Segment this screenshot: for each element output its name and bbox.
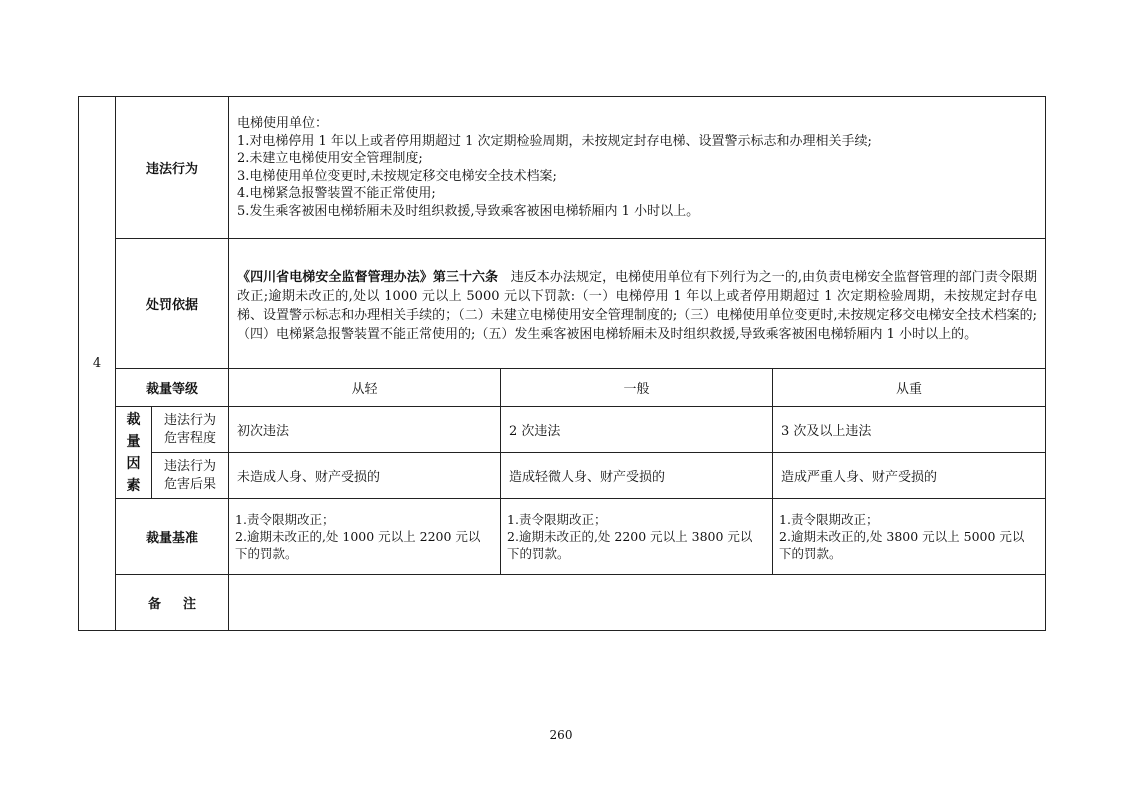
consequence-general: 造成轻微人身、财产受损的 xyxy=(501,453,773,499)
consequence-label-line: 违法行为 xyxy=(164,458,217,474)
factor-char: 量 xyxy=(126,433,141,450)
severity-label-line: 危害程度 xyxy=(164,430,217,446)
violation-line: 电梯使用单位： xyxy=(237,116,329,131)
standard-line: 2.逾期未改正的,处 1000 元以上 2200 元以 xyxy=(235,529,481,544)
severity-severe: 3 次及以上违法 xyxy=(773,407,1046,453)
factor-char: 裁 xyxy=(126,411,141,428)
violation-line: 1.对电梯停用 1 年以上或者停用期超过 1 次定期检验周期，未按规定封存电梯、设置警示标志和办理相关手续; xyxy=(237,133,872,149)
standard-line: 下的罚款。 xyxy=(235,546,298,561)
level-lenient: 从轻 xyxy=(229,369,501,407)
standard-line: 1.责令限期改正； xyxy=(235,512,335,527)
violation-line: 2.未建立电梯使用安全管理制度; xyxy=(237,151,423,166)
level-general: 一般 xyxy=(501,369,773,407)
penalty-basis-title: 《四川省电梯安全监督管理办法》第三十六条 xyxy=(237,269,499,285)
remarks-content xyxy=(229,575,1046,631)
discretion-standard-table xyxy=(78,96,1046,631)
violation-label: 违法行为 xyxy=(116,97,229,239)
severity-lenient: 初次违法 xyxy=(229,407,501,453)
standard-severe xyxy=(773,499,1046,575)
remarks-label: 备注 xyxy=(116,575,229,631)
violation-row xyxy=(79,97,1046,239)
violation-line: 3.电梯使用单位变更时,未按规定移交电梯安全技术档案; xyxy=(237,168,557,184)
factor-char: 因 xyxy=(126,455,141,472)
standard-line: 2.逾期未改正的,处 3800 元以上 5000 元以 xyxy=(779,529,1025,544)
standard-line: 1.责令限期改正； xyxy=(779,512,879,527)
consequence-label xyxy=(152,453,229,499)
discretion-level-row xyxy=(79,369,1046,407)
penalty-basis-row xyxy=(79,239,1046,369)
standard-general xyxy=(501,499,773,575)
severity-general: 2 次违法 xyxy=(501,407,773,453)
penalty-basis-text: 违反本办法规定，电梯使用单位有下列行为之一的,由负责电梯安全监督管理的部门责令限期改正;逾期未改正的,处以 1000 元以上 5000 元以下罚款:（一）电梯停用 1 年以上或者停用期超过 1 次定期检验周期，未按规定封存电梯、设置警示标志和办理相关手续的；（二）未建立电梯使用安全管理制度的;（三）电梯使用单位变更时,未按规定移交电梯安全技术档案的;（四）电梯紧急报警装置不能正常使用的;（五）发生乘客被困电梯轿厢未及时组织救援,导致乘客被困电梯轿厢内 1 小时以上的。 xyxy=(237,269,1038,342)
penalty-basis-label: 处罚依据 xyxy=(116,239,229,369)
factors-vertical-label xyxy=(116,407,152,499)
consequence-lenient: 未造成人身、财产受损的 xyxy=(229,453,501,499)
consequence-severe: 造成严重人身、财产受损的 xyxy=(773,453,1046,499)
standard-line: 2.逾期未改正的,处 2200 元以上 3800 元以 xyxy=(507,529,753,544)
violation-content xyxy=(229,97,1046,239)
penalty-basis-content xyxy=(229,239,1046,369)
discretion-level-label: 裁量等级 xyxy=(116,369,229,407)
severity-label-line: 违法行为 xyxy=(164,412,217,428)
standard-row xyxy=(79,499,1046,575)
level-severe: 从重 xyxy=(773,369,1046,407)
consequence-label-line: 危害后果 xyxy=(164,476,217,492)
severity-label xyxy=(152,407,229,453)
standard-label: 裁量基准 xyxy=(116,499,229,575)
violation-line: 4.电梯紧急报警装置不能正常使用; xyxy=(237,186,436,201)
standard-lenient xyxy=(229,499,501,575)
consequence-row xyxy=(79,453,1046,499)
standard-line: 下的罚款。 xyxy=(507,546,570,561)
severity-row xyxy=(79,407,1046,453)
standard-line: 下的罚款。 xyxy=(779,546,842,561)
factor-char: 素 xyxy=(126,477,141,494)
remarks-row xyxy=(79,575,1046,631)
violation-line: 5.发生乘客被困电梯轿厢未及时组织救援,导致乘客被困电梯轿厢内 1 小时以上。 xyxy=(237,203,700,219)
page-number: 260 xyxy=(549,728,573,742)
row-number: 4 xyxy=(79,97,116,631)
standard-line: 1.责令限期改正； xyxy=(507,512,607,527)
